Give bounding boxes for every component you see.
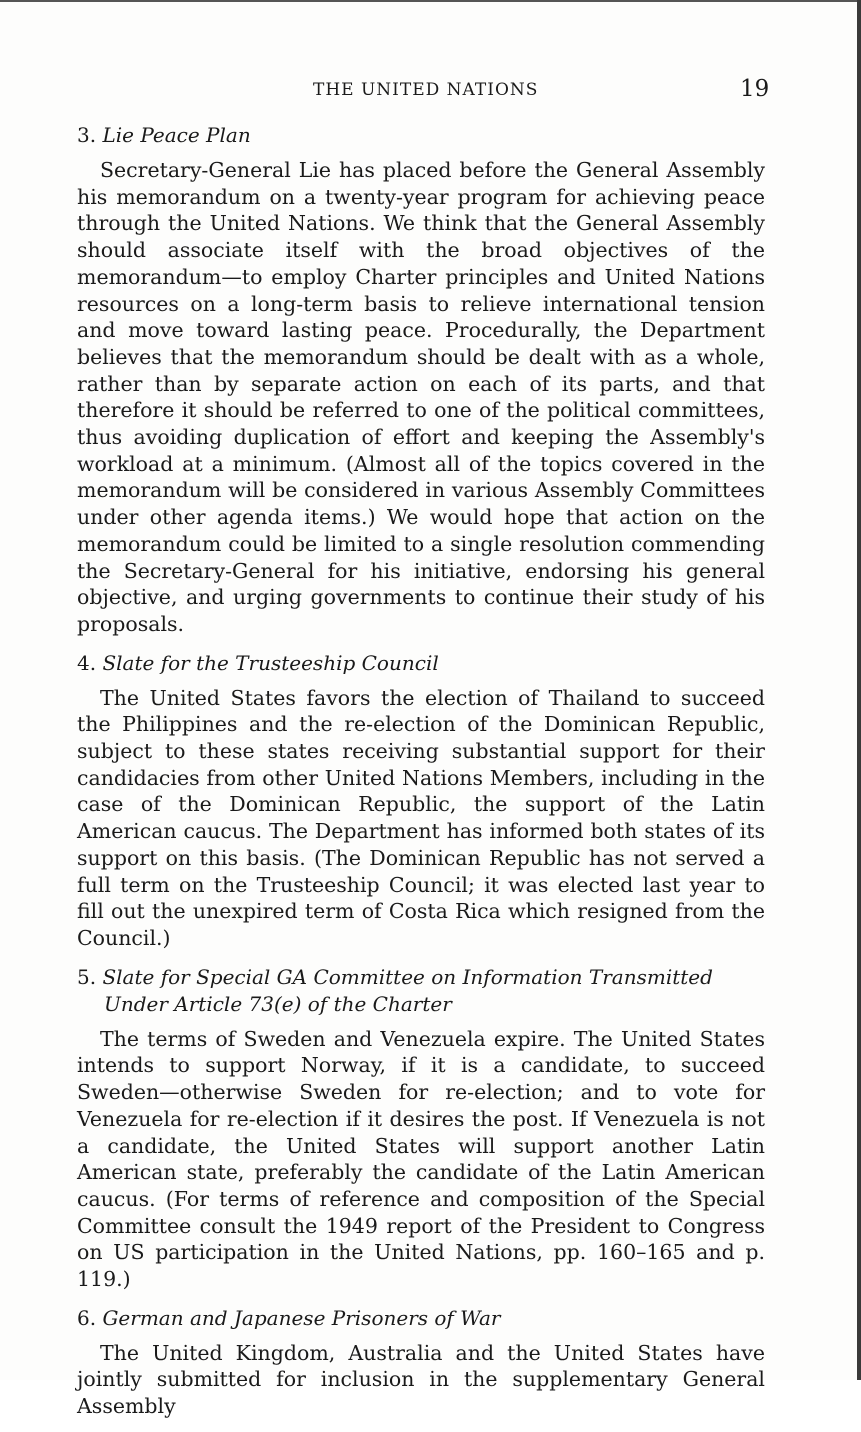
- section-lie-peace-plan: [77, 122, 765, 638]
- section-paragraph: Secretary-General Lie has placed before the General Assembly his memorandum on a twenty-year program for achieving peace through the United Nations. We think that the General Assembly should associate itself with the broad objectives of the memorandum—to employ Charter principles and United Nations resources on a long-term basis to relieve international tension and move toward lasting peace. Procedurally, the Department believes that the memorandum should be dealt with as a whole, rather than by separate action on each of its parts, and that therefore it should be referred to one of the political committees, thus avoiding duplication of effort and keeping the Assembly's workload at a minimum. (Almost all of the topics covered in the memorandum will be considered in various Assembly Committees under other agenda items.) We would hope that action on the memorandum could be limited to a single resolution commending the Secretary-General for his initiative, endorsing his general objective, and urging governments to continue their study of his proposals.: [77, 158, 765, 636]
- section-heading: [77, 964, 765, 1018]
- section-paragraph: The terms of Sweden and Venezuela expire. The United States intends to support Norway, if it is a candidate, to succeed Sweden—otherwise Sweden for re-election; and to vote for Venezuela for re-election if it desires the post. If Venezuela is not a candidate, the United States will support another Latin American state, preferably the candidate of the Latin American caucus. (For terms of reference and composition of the Special Committee consult the 1949 report of the President to Congress on US participation in the United Nations, pp. 160–165 and p. 119.): [77, 1026, 765, 1292]
- section-title: Lie Peace Plan: [102, 123, 251, 147]
- section-title: Slate for the Trusteeship Council: [102, 650, 439, 675]
- section-number: 3.: [77, 123, 97, 147]
- document-body: [77, 122, 765, 1432]
- section-number: 4.: [77, 650, 97, 675]
- section-title: Slate for Special GA Committee on Information Transmitted Under Article 73(e) of the Charter: [102, 964, 713, 1016]
- section-number: 5.: [77, 964, 97, 989]
- page-top-edge: [0, 0, 861, 2]
- running-head: THE UNITED NATIONS: [313, 80, 539, 100]
- page-number: 19: [740, 76, 770, 102]
- section-paragraph: The United States favors the election of Thailand to succeed the Philippines and the re-election of the Dominican Republic, subject to these states receiving substantial support for their candidacies from other United Nations Members, including in the case of the Dominican Republic, the support of the Latin American caucus. The Department has informed both states of its support on this basis. (The Dominican Republic has not served a full term on the Trusteeship Council; it was elected last year to fill out the unexpired term of Costa Rica which resigned from the Council.): [77, 685, 765, 950]
- section-heading: [77, 650, 765, 677]
- section-number: 6.: [77, 1305, 97, 1330]
- section-prisoners-of-war: [77, 1305, 765, 1420]
- section-heading: [77, 1305, 765, 1332]
- section-paragraph: The United Kingdom, Australia and the United States have jointly submitted for inclusion in the supplementary General Assembly: [77, 1340, 765, 1419]
- section-title: German and Japanese Prisoners of War: [102, 1305, 501, 1330]
- section-special-ga-committee: [77, 964, 765, 1293]
- page-binding-edge: [857, 0, 861, 1380]
- section-trusteeship-council: [77, 650, 765, 952]
- section-heading: [77, 122, 765, 149]
